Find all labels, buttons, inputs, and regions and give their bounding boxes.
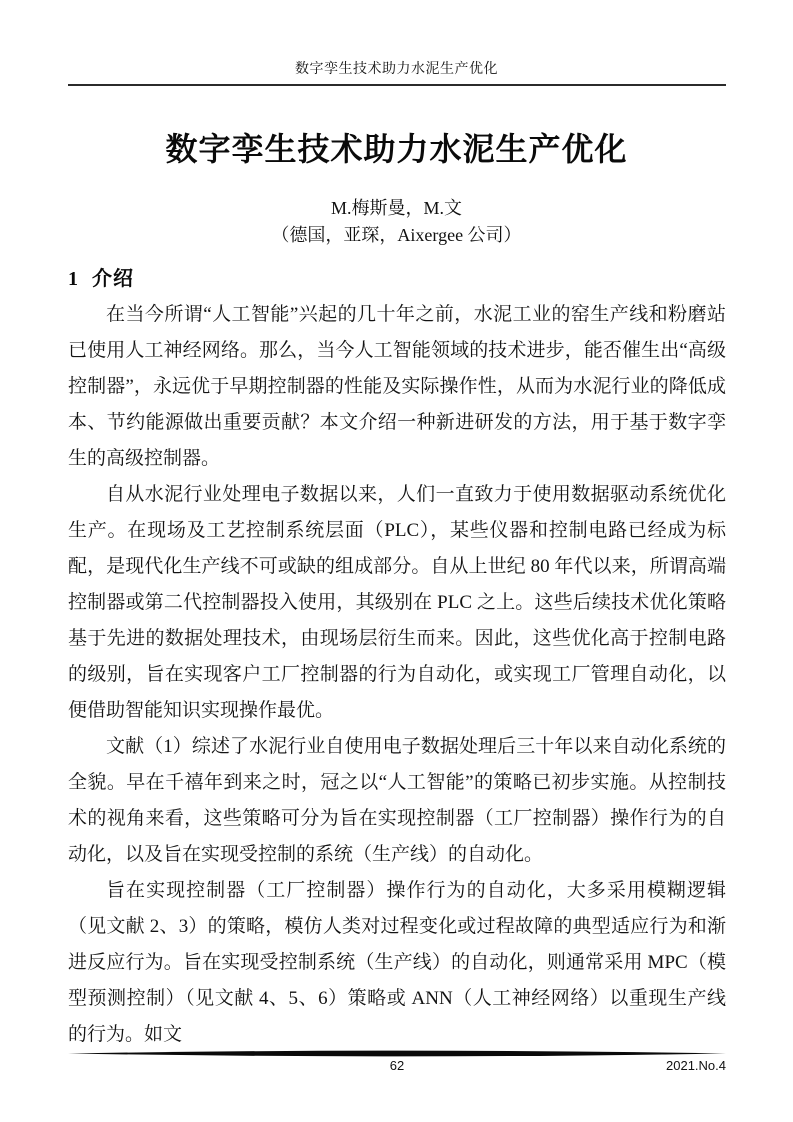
- issue-label: 2021.No.4: [666, 1058, 726, 1073]
- footer-rule: [68, 1050, 726, 1057]
- paragraph: 在当今所谓“人工智能”兴起的几十年之前，水泥工业的窑生产线和粉磨站已使用人工神经网络。那么，当今人工智能领域的技术进步，能否催生出“高级控制器”，永远优于早期控制器的性能及实际操作性，从而为水泥行业的降低成本、节约能源做出重要贡献？本文介绍一种新进研发的方法，用于基于数字孪生的高级控制器。: [68, 304, 726, 469]
- page-footer: [68, 1058, 726, 1078]
- paragraph: 文献（1）综述了水泥行业自使用电子数据处理后三十年以来自动化系统的全貌。早在千禧年到来之时，冠之以“人工智能”的策略已初步实施。从控制技术的视角来看，这些策略可分为旨在实现控制器（工厂控制器）操作行为的自动化，以及旨在实现受控制的系统（生产线）的自动化。: [68, 736, 726, 865]
- section-title: 介绍: [92, 268, 134, 290]
- authors-line: M.梅斯曼，M.文: [330, 198, 462, 218]
- page-number: 62: [389, 1058, 405, 1073]
- section-number: 1: [68, 268, 78, 290]
- article-body: [68, 297, 726, 1053]
- section-heading: [68, 262, 134, 291]
- article-title: 数字孪生技术助力水泥生产优化: [165, 131, 628, 167]
- affiliation-line: （德国，亚琛，Aixergee 公司）: [271, 225, 522, 245]
- running-header: [0, 58, 793, 78]
- paragraph: 旨在实现控制器（工厂控制器）操作行为的自动化，大多采用模糊逻辑（见文献 2、3）的策略，模仿人类对过程变化或过程故障的典型适应行为和渐进反应行为。旨在实现受控制系统（生产线）的自动化，则通常采用 MPC（模型预测控制）（见文献 4、5、6）策略或 ANN（人工神经网络）以重现生产线的行为。如文: [68, 880, 726, 1045]
- header-rule: [68, 84, 726, 86]
- paragraph: 自从水泥行业处理电子数据以来，人们一直致力于使用数据驱动系统优化生产。在现场及工艺控制系统层面（PLC），某些仪器和控制电路已经成为标配，是现代化生产线不可或缺的组成部分。自从上世纪 80 年代以来，所谓高端控制器或第二代控制器投入使用，其级别在 PLC 之上。这些后续技术优化策略基于先进的数据处理技术，由现场层衍生而来。因此，这些优化高于控制电路的级别，旨在实现客户工厂控制器的行为自动化，或实现工厂管理自动化，以便借助智能知识实现操作最优。: [68, 484, 726, 721]
- running-header-title: 数字孪生技术助力水泥生产优化: [295, 62, 498, 77]
